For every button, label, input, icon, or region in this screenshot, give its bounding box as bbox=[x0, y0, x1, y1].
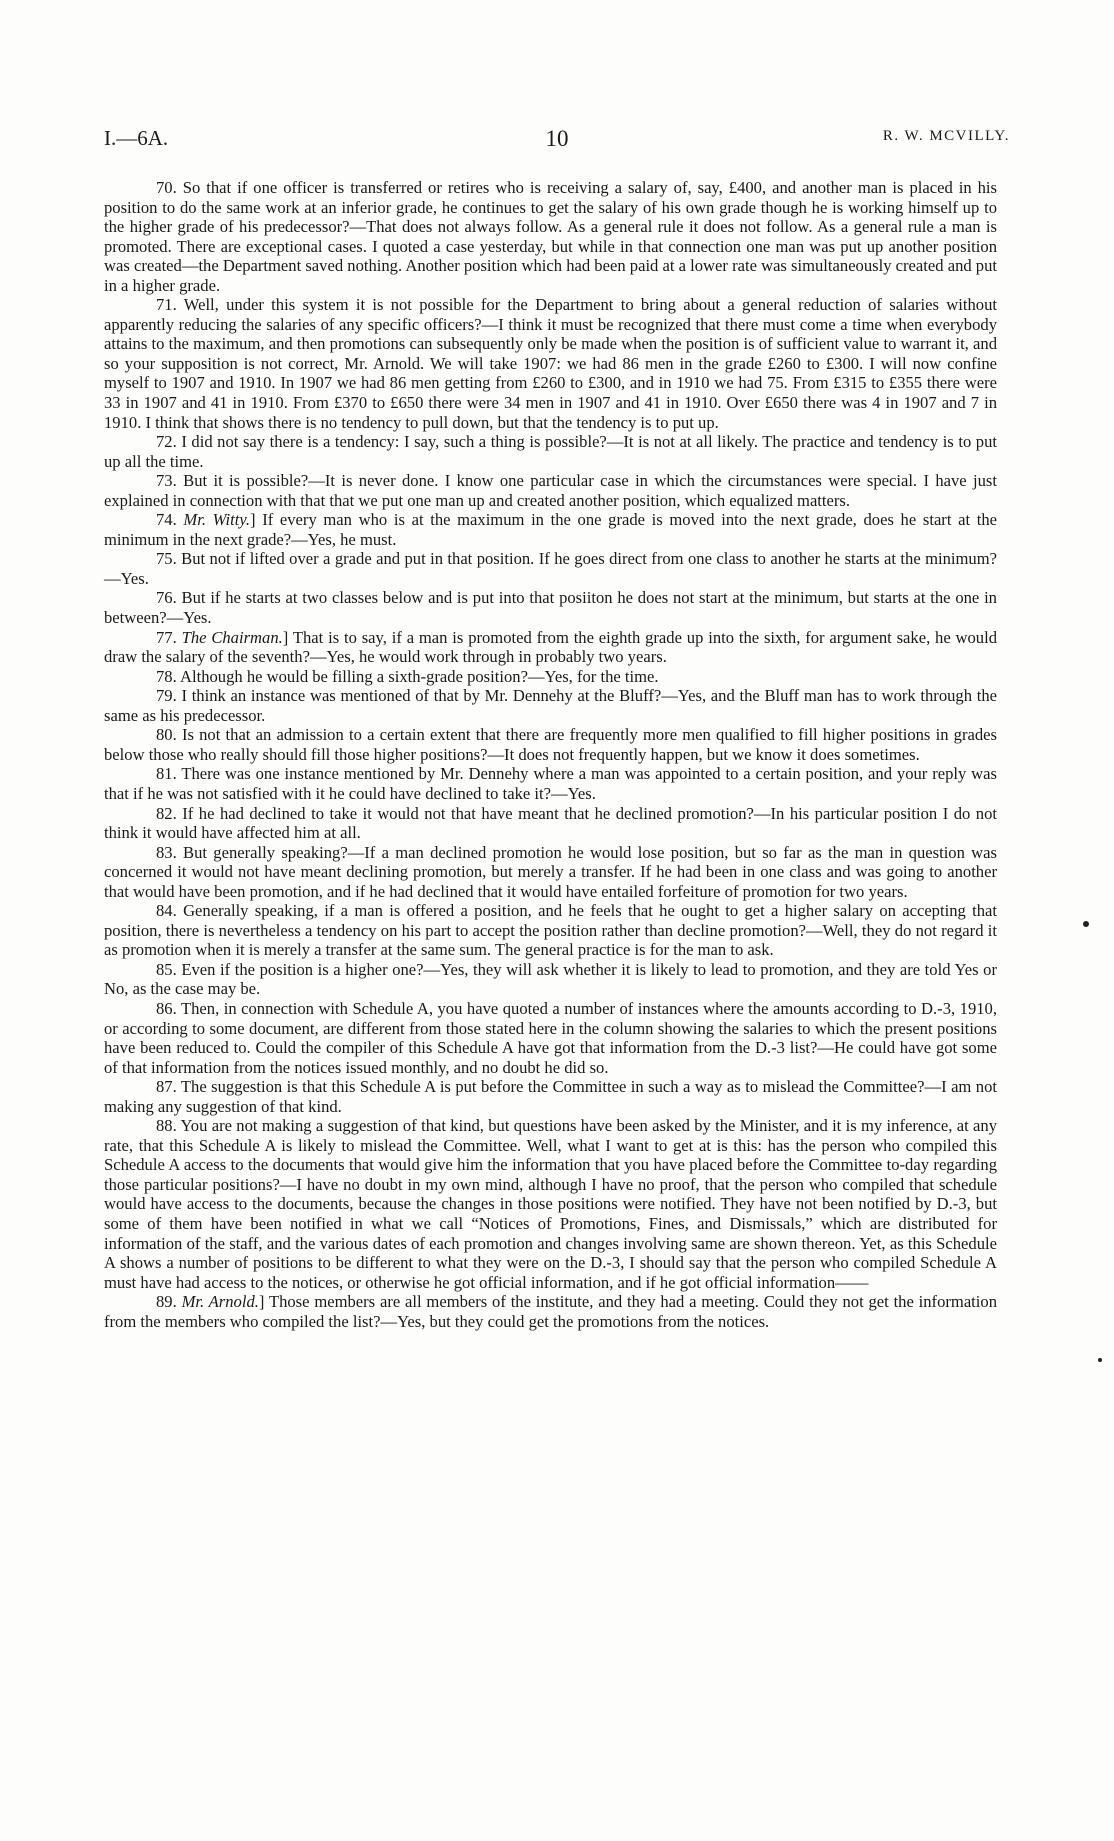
question-and-answer-text: But not if lifted over a grade and put in that position. If he goes direct from one class to another he starts at the minimum?—Yes. bbox=[104, 549, 997, 588]
question-paragraph bbox=[104, 471, 997, 510]
question-paragraph bbox=[104, 178, 997, 295]
question-and-answer-text: I did not say there is a tendency: I say, such a thing is possible?—It is not at all likely. The practice and tendency is to put up all the time. bbox=[104, 432, 998, 471]
question-number: 79. bbox=[156, 686, 177, 706]
question-paragraph bbox=[104, 686, 997, 725]
question-paragraph bbox=[104, 1077, 997, 1116]
question-and-answer-text: Those members are all members of the institute, and they had a meeting. Could they not get the information from the members who compiled the list?—Yes, but they could get the promotions from the notices. bbox=[104, 1292, 997, 1331]
question-number: 89. bbox=[156, 1292, 177, 1312]
question-and-answer-text: Although he would be filling a sixth-grade position?—Yes, for the time. bbox=[179, 666, 659, 686]
question-number: 88. bbox=[156, 1116, 177, 1136]
question-number: 83. bbox=[156, 842, 177, 862]
question-paragraph bbox=[104, 667, 997, 687]
question-number: 81. bbox=[156, 764, 177, 784]
question-and-answer-text: I think an instance was mentioned of that by Mr. Dennehy at the Bluff?—Yes, and the Bluff man has to work through the same as his predecessor. bbox=[104, 686, 997, 725]
question-and-answer-text: Well, under this system it is not possible for the Department to bring about a general reduction of salaries without apparently reducing the salaries of any specific officers?—I think it must be recognized that there must come a time when everybody attains to the maximum, and then promotions can subsequently only be made when the position is of sufficient value to warrant it, and so your supposition is not correct, Mr. Arnold. We will take 1907: we had 86 men in the grade £260 to £300. I will now confine myself to 1907 and 1910. In 1907 we had 86 men getting from £260 to £300, and in 1910 we had 75. From £315 to £355 there were 33 in 1907 and 41 in 1910. From £370 to £650 there were 34 men in 1907 and 41 in 1910. Over £650 there was 4 in 1907 and 7 in 1910. I think that shows there is no tendency to pull down, but that the tendency is to put up. bbox=[104, 295, 997, 432]
question-and-answer-text: That is to say, if a man is promoted from the eighth grade up into the sixth, for argument sake, he would draw the salary of the seventh?—Yes, he would work through in probably two years. bbox=[104, 627, 998, 667]
question-paragraph bbox=[104, 764, 997, 803]
question-and-answer-text: But it is possible?—It is never done. I know one particular case in which the circumstances were special. I have just explained in connection with that that we put one man up and created another position, which equalized matters. bbox=[104, 471, 997, 510]
question-number: 76. bbox=[156, 588, 177, 608]
page-number: 10 bbox=[545, 126, 569, 151]
question-number: 87. bbox=[156, 1077, 177, 1097]
speaker-name: The Chairman. bbox=[181, 627, 283, 647]
question-and-answer-text: But generally speaking?—If a man declined promotion he would lose position, but so far as the man in question was concerned it would not have meant declining promotion, but merely a transfer. If he had been in one class and was going to another that would have been promotion, and if he had declined that it would have entailed forfeiture of promotion for two years. bbox=[104, 842, 997, 901]
question-number: 74. bbox=[156, 510, 177, 530]
question-paragraph bbox=[104, 804, 997, 843]
margin-dot-mark bbox=[1098, 1358, 1102, 1362]
question-and-answer-text: If every man who is at the maximum in the one grade is moved into the next grade, does he start at the minimum in the next grade?—Yes, he must. bbox=[104, 510, 997, 549]
question-number: 72. bbox=[156, 432, 177, 452]
question-number: 75. bbox=[156, 549, 177, 569]
question-paragraph: 74. Mr. Witty.] If every man who is at the maximum in the one grade is moved into the next grade, does he start at the minimum in the next grade?—Yes, he must. bbox=[104, 510, 997, 549]
question-number: 70. bbox=[156, 178, 177, 197]
question-paragraph bbox=[104, 960, 997, 999]
question-paragraph bbox=[104, 1116, 997, 1292]
question-and-answer-text: Then, in connection with Schedule A, you have quoted a number of instances where the amounts according to D.-3, 1910, or according to some document, are different from those stated here in the column showing the salaries to which the present positions have been reduced to. Could the compiler of this Schedule A have got that information from the D.-3 list?—He could have got some of that information from the notices issued monthly, and no doubt he did so. bbox=[104, 998, 997, 1077]
question-and-answer-text: But if he starts at two classes below and is put into that posiiton he does not start at the minimum, but starts at the one in between?—Yes. bbox=[104, 588, 997, 628]
question-paragraph bbox=[104, 549, 997, 588]
question-number: 73. bbox=[156, 471, 177, 491]
question-paragraph bbox=[104, 725, 997, 764]
evidence-transcript bbox=[104, 178, 997, 1331]
question-and-answer-text: You are not making a suggestion of that kind, but questions have been asked by the Minister, and it is my inference, at any rate, that this Schedule A is likely to mislead the Committee. Well, what I want to get at is this: has the person who compiled this Schedule A access to the documents that would give him the information that you have placed before the Committee to-day regarding those particular positions?—I have no doubt in my own mind, although I have no proof, that the person who compiled that schedule would have access to the documents, because the changes in those positions were notified. They have not been notified by D.-3, but some of them have been notified in what we call “Notices of Promotions, Fines, and Dismissals,” which are distributed for information of the staff, and the various dates of each promotion and changes involving same are shown thereon. Yet, as this Schedule A shows a number of positions to be different to what they were on the D.-3, I should say that the person who compiled Schedule A must have had access to the notices, or otherwise he got official information, and if he got official information—— bbox=[104, 1116, 997, 1292]
page-header bbox=[104, 126, 1010, 156]
speaker-name: Mr. Arnold. bbox=[181, 1292, 259, 1312]
question-number: 80. bbox=[156, 725, 177, 745]
question-paragraph: 77. The Chairman.] That is to say, if a man is promoted from the eighth grade up into the sixth, for argument sake, he would draw the salary of the seventh?—Yes, he would work through in probably two years. bbox=[104, 627, 998, 667]
witness-name: R. W. MCVILLY. bbox=[882, 128, 1010, 144]
question-number: 71. bbox=[156, 295, 177, 315]
question-and-answer-text: There was one instance mentioned by Mr. Dennehy where a man was appointed to a certain position, and your reply was that if he was not satisfied with it he could have declined to take it?—Yes. bbox=[104, 764, 997, 803]
parliamentary-paper-reference: I.—6A. bbox=[104, 126, 169, 150]
question-number: 78. bbox=[156, 666, 177, 686]
question-and-answer-text: So that if one officer is transferred or retires who is receiving a salary of, say, £400, and another man is placed in his position to do the same work at an inferior grade, he continues to get the salary of his own grade though he is working himself up to the higher grade of his predecessor?—That does not always follow. As a general rule it does not follow. As a general rule a man is promoted. There are exceptional cases. I quoted a case yesterday, but while in that connection one man was put up another position was created—the Department saved nothing. Another position which had been paid at a lower rate was simultaneously created and put in a higher grade. bbox=[104, 178, 998, 295]
question-paragraph bbox=[104, 901, 997, 960]
question-number: 85. bbox=[156, 959, 177, 979]
question-and-answer-text: The suggestion is that this Schedule A is put before the Committee in such a way as to mislead the Committee?—I am not making any suggestion of that kind. bbox=[104, 1077, 997, 1116]
question-number: 84. bbox=[156, 901, 177, 921]
question-paragraph bbox=[104, 999, 997, 1077]
question-number: 82. bbox=[156, 803, 177, 823]
question-number: 86. bbox=[156, 998, 177, 1018]
question-paragraph bbox=[104, 295, 997, 432]
margin-dot-mark bbox=[1083, 921, 1089, 927]
question-paragraph bbox=[104, 432, 997, 471]
question-and-answer-text: If he had declined to take it would not that have meant that he declined promotion?—In his particular position I do not think it would have affected him at all. bbox=[104, 803, 998, 843]
question-number: 77. bbox=[156, 627, 177, 647]
question-paragraph bbox=[104, 588, 997, 627]
question-and-answer-text: Even if the position is a higher one?—Yes, they will ask whether it is likely to lead to promotion, and they are told Yes or No, as the case may be. bbox=[104, 959, 997, 999]
question-paragraph bbox=[104, 843, 997, 902]
question-and-answer-text: Generally speaking, if a man is offered a position, and he feels that he ought to get a higher salary on accepting that position, there is nevertheless a tendency on his part to accept the position rather than decline promotion?—Well, they do not regard it as promotion when it is merely a transfer at the same sum. The general practice is for the man to ask. bbox=[104, 901, 997, 960]
question-and-answer-text: Is not that an admission to a certain extent that there are frequently more men qualified to fill higher positions in grades below those who really should fill those higher positions?—It does not frequently happen, but we know it does sometimes. bbox=[104, 725, 997, 764]
speaker-name: Mr. Witty. bbox=[183, 510, 250, 530]
question-paragraph: 89. Mr. Arnold.] Those members are all members of the institute, and they had a meeting. Could they not get the information from the members who compiled the list?—Yes, but they could get the promotions from the notices. bbox=[104, 1292, 997, 1331]
